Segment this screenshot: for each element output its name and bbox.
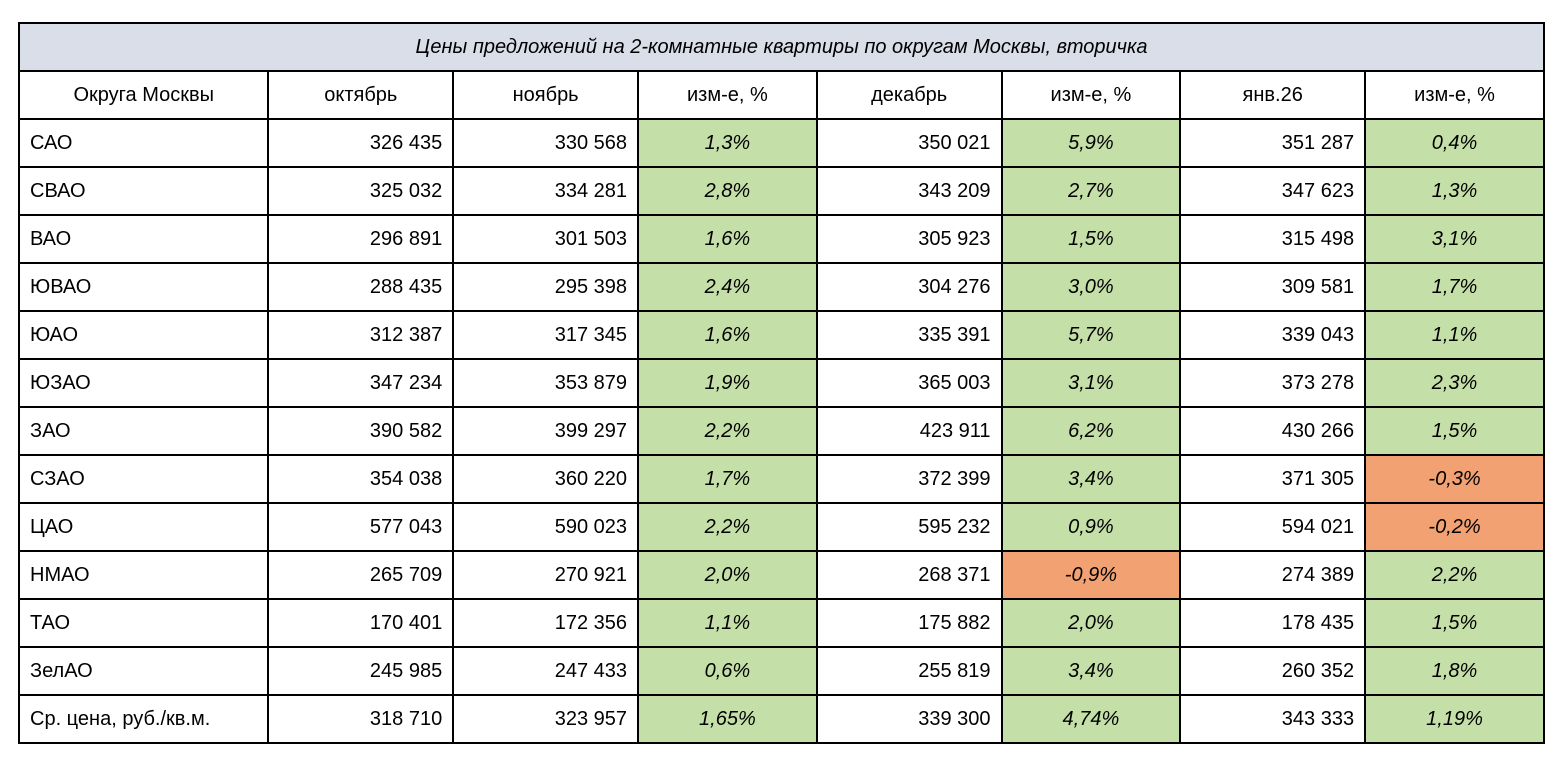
cell-region-name: ТАО — [19, 599, 268, 647]
cell-price-november: 247 433 — [453, 647, 638, 695]
cell-region-name: ЦАО — [19, 503, 268, 551]
cell-price-november: 172 356 — [453, 599, 638, 647]
cell-price-october: 577 043 — [268, 503, 453, 551]
cell-price-october: 170 401 — [268, 599, 453, 647]
cell-change-november: 1,65% — [638, 695, 817, 743]
cell-change-december: 2,0% — [1002, 599, 1181, 647]
cell-price-november: 360 220 — [453, 455, 638, 503]
table-row — [19, 311, 1544, 359]
cell-price-november: 323 957 — [453, 695, 638, 743]
header-cell-region: Округа Москвы — [19, 71, 268, 119]
cell-price-november: 334 281 — [453, 167, 638, 215]
cell-change-december: 0,9% — [1002, 503, 1181, 551]
cell-change-december: 3,1% — [1002, 359, 1181, 407]
cell-region-name: СЗАО — [19, 455, 268, 503]
cell-price-november: 295 398 — [453, 263, 638, 311]
cell-price-october: 265 709 — [268, 551, 453, 599]
cell-change-november: 1,6% — [638, 215, 817, 263]
table-row — [19, 215, 1544, 263]
cell-price-january: 371 305 — [1180, 455, 1365, 503]
cell-price-january: 260 352 — [1180, 647, 1365, 695]
cell-price-december: 255 819 — [817, 647, 1002, 695]
cell-price-january: 430 266 — [1180, 407, 1365, 455]
cell-price-october: 354 038 — [268, 455, 453, 503]
header-cell-change-november: изм-е, % — [638, 71, 817, 119]
spreadsheet-area — [18, 22, 1545, 744]
table-title-row — [19, 23, 1544, 71]
cell-price-january: 339 043 — [1180, 311, 1365, 359]
cell-change-december: -0,9% — [1002, 551, 1181, 599]
cell-change-january: 2,2% — [1365, 551, 1544, 599]
cell-change-november: 2,2% — [638, 503, 817, 551]
cell-change-november: 1,7% — [638, 455, 817, 503]
cell-change-january: 1,8% — [1365, 647, 1544, 695]
cell-price-november: 317 345 — [453, 311, 638, 359]
cell-region-name: Ср. цена, руб./кв.м. — [19, 695, 268, 743]
cell-price-december: 175 882 — [817, 599, 1002, 647]
cell-change-january: 1,5% — [1365, 407, 1544, 455]
cell-change-november: 1,3% — [638, 119, 817, 167]
table-row — [19, 263, 1544, 311]
cell-price-january: 347 623 — [1180, 167, 1365, 215]
cell-region-name: ЗАО — [19, 407, 268, 455]
cell-region-name: ЗелАО — [19, 647, 268, 695]
price-table — [18, 22, 1545, 744]
table-row — [19, 359, 1544, 407]
cell-price-november: 353 879 — [453, 359, 638, 407]
table-row — [19, 503, 1544, 551]
cell-change-january: 1,3% — [1365, 167, 1544, 215]
cell-price-november: 590 023 — [453, 503, 638, 551]
cell-region-name: ВАО — [19, 215, 268, 263]
cell-change-december: 5,7% — [1002, 311, 1181, 359]
cell-region-name: ЮАО — [19, 311, 268, 359]
cell-change-december: 5,9% — [1002, 119, 1181, 167]
cell-change-december: 2,7% — [1002, 167, 1181, 215]
cell-change-january: 1,5% — [1365, 599, 1544, 647]
cell-price-october: 288 435 — [268, 263, 453, 311]
cell-change-december: 3,4% — [1002, 455, 1181, 503]
cell-price-october: 347 234 — [268, 359, 453, 407]
table-title: Цены предложений на 2-комнатные квартиры по округам Москвы, вторичка — [19, 23, 1544, 71]
cell-change-november: 1,1% — [638, 599, 817, 647]
cell-price-october: 326 435 — [268, 119, 453, 167]
cell-change-december: 4,74% — [1002, 695, 1181, 743]
cell-change-november: 1,9% — [638, 359, 817, 407]
cell-price-december: 595 232 — [817, 503, 1002, 551]
cell-change-november: 2,2% — [638, 407, 817, 455]
cell-change-january: 3,1% — [1365, 215, 1544, 263]
cell-price-november: 270 921 — [453, 551, 638, 599]
cell-price-january: 373 278 — [1180, 359, 1365, 407]
table-row — [19, 551, 1544, 599]
cell-price-december: 343 209 — [817, 167, 1002, 215]
cell-change-december: 3,0% — [1002, 263, 1181, 311]
cell-price-october: 390 582 — [268, 407, 453, 455]
cell-region-name: СВАО — [19, 167, 268, 215]
header-cell-october: октябрь — [268, 71, 453, 119]
cell-price-october: 312 387 — [268, 311, 453, 359]
header-cell-january: янв.26 — [1180, 71, 1365, 119]
cell-region-name: НМАО — [19, 551, 268, 599]
cell-change-november: 1,6% — [638, 311, 817, 359]
table-row — [19, 119, 1544, 167]
cell-change-december: 6,2% — [1002, 407, 1181, 455]
cell-change-january: 0,4% — [1365, 119, 1544, 167]
header-cell-november: ноябрь — [453, 71, 638, 119]
cell-price-december: 423 911 — [817, 407, 1002, 455]
cell-region-name: ЮЗАО — [19, 359, 268, 407]
cell-price-october: 318 710 — [268, 695, 453, 743]
table-row — [19, 647, 1544, 695]
cell-change-november: 2,4% — [638, 263, 817, 311]
header-cell-change-december: изм-е, % — [1002, 71, 1181, 119]
table-row — [19, 455, 1544, 503]
cell-price-november: 301 503 — [453, 215, 638, 263]
cell-price-december: 339 300 — [817, 695, 1002, 743]
header-cell-change-january: изм-е, % — [1365, 71, 1544, 119]
cell-price-november: 399 297 — [453, 407, 638, 455]
cell-price-december: 372 399 — [817, 455, 1002, 503]
cell-change-january: -0,3% — [1365, 455, 1544, 503]
cell-price-january: 178 435 — [1180, 599, 1365, 647]
cell-price-january: 315 498 — [1180, 215, 1365, 263]
cell-change-january: 1,1% — [1365, 311, 1544, 359]
cell-price-december: 304 276 — [817, 263, 1002, 311]
cell-change-january: 1,7% — [1365, 263, 1544, 311]
table-header-row — [19, 71, 1544, 119]
cell-region-name: САО — [19, 119, 268, 167]
cell-change-january: 2,3% — [1365, 359, 1544, 407]
header-cell-december: декабрь — [817, 71, 1002, 119]
cell-change-november: 2,8% — [638, 167, 817, 215]
cell-price-january: 343 333 — [1180, 695, 1365, 743]
cell-change-november: 2,0% — [638, 551, 817, 599]
cell-change-january: -0,2% — [1365, 503, 1544, 551]
cell-price-january: 594 021 — [1180, 503, 1365, 551]
cell-price-october: 296 891 — [268, 215, 453, 263]
cell-price-october: 325 032 — [268, 167, 453, 215]
cell-price-december: 268 371 — [817, 551, 1002, 599]
cell-price-january: 351 287 — [1180, 119, 1365, 167]
cell-change-november: 0,6% — [638, 647, 817, 695]
cell-change-january: 1,19% — [1365, 695, 1544, 743]
table-total-row — [19, 695, 1544, 743]
cell-region-name: ЮВАО — [19, 263, 268, 311]
table-row — [19, 407, 1544, 455]
cell-price-december: 350 021 — [817, 119, 1002, 167]
cell-price-december: 335 391 — [817, 311, 1002, 359]
cell-price-january: 274 389 — [1180, 551, 1365, 599]
table-row — [19, 167, 1544, 215]
cell-price-december: 305 923 — [817, 215, 1002, 263]
cell-change-december: 1,5% — [1002, 215, 1181, 263]
table-row — [19, 599, 1544, 647]
cell-price-november: 330 568 — [453, 119, 638, 167]
cell-price-january: 309 581 — [1180, 263, 1365, 311]
cell-price-december: 365 003 — [817, 359, 1002, 407]
cell-change-december: 3,4% — [1002, 647, 1181, 695]
cell-price-october: 245 985 — [268, 647, 453, 695]
